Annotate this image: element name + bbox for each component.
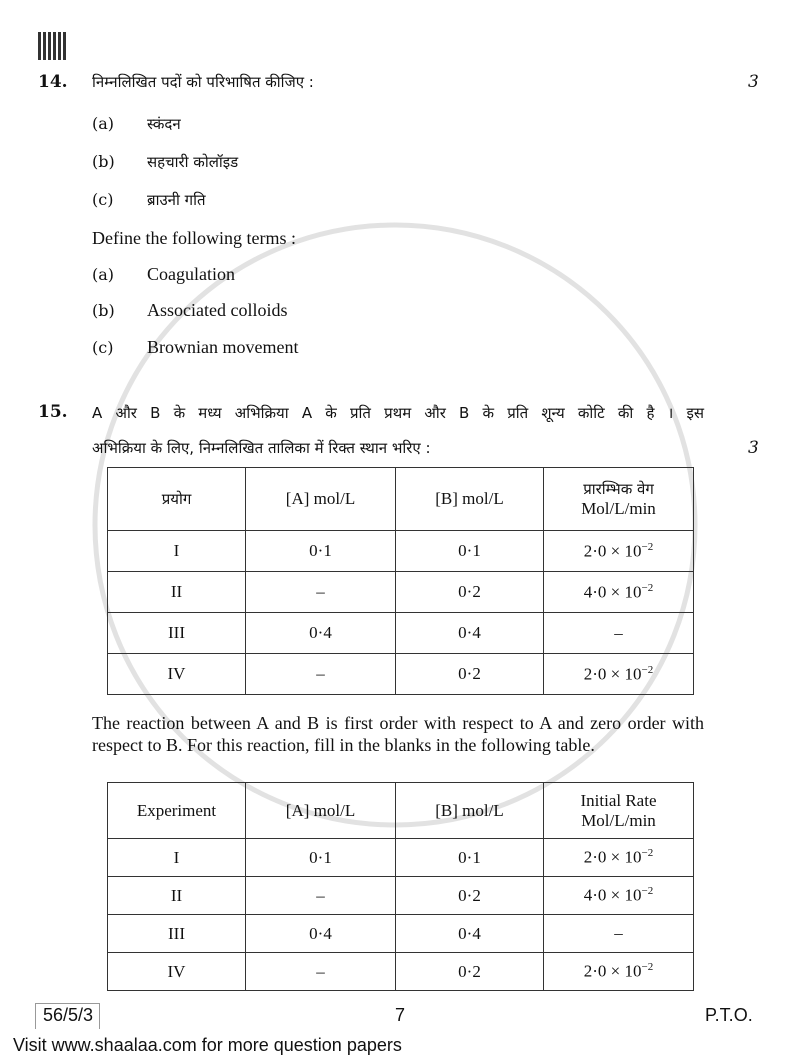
table-cell bbox=[246, 531, 396, 572]
cell-value: – bbox=[614, 923, 623, 943]
marks: 3 bbox=[748, 438, 759, 458]
cell-value: II bbox=[170, 885, 183, 905]
item-text: सहचारी कोलॉइड bbox=[147, 153, 239, 171]
table-cell bbox=[396, 953, 544, 991]
table-row bbox=[108, 953, 694, 991]
item-text: Associated colloids bbox=[147, 300, 288, 320]
cell-value: – bbox=[316, 664, 325, 683]
table-row bbox=[108, 654, 694, 695]
english-data-table bbox=[107, 782, 694, 991]
cell-value: 2·0 × 10 bbox=[583, 541, 642, 561]
table-cell bbox=[246, 915, 396, 953]
exponent: −2 bbox=[641, 663, 654, 676]
table-cell bbox=[396, 531, 544, 572]
table-cell bbox=[108, 839, 246, 877]
cell-value: 0·4 bbox=[309, 923, 332, 943]
table-cell bbox=[544, 953, 694, 991]
cell-value: 0·1 bbox=[309, 541, 332, 560]
table-cell bbox=[396, 877, 544, 915]
table-cell bbox=[544, 654, 694, 695]
table-row bbox=[108, 572, 694, 613]
table-cell bbox=[544, 915, 694, 953]
cell-value: 0·1 bbox=[309, 847, 332, 867]
table-cell bbox=[396, 839, 544, 877]
table-row bbox=[108, 839, 694, 877]
table-cell bbox=[396, 654, 544, 695]
item-label: (a) bbox=[92, 114, 115, 133]
item-label: (c) bbox=[92, 338, 114, 357]
header-cell bbox=[544, 783, 694, 839]
question-number: 15. bbox=[38, 402, 68, 422]
table-row bbox=[108, 613, 694, 654]
table-cell bbox=[108, 613, 246, 654]
table-cell bbox=[246, 613, 396, 654]
exponent: −2 bbox=[641, 961, 654, 974]
item-label: (a) bbox=[92, 265, 115, 284]
cell-value: 0·2 bbox=[458, 582, 481, 601]
cell-value: – bbox=[316, 961, 325, 981]
header-cell: [B] mol/L bbox=[396, 468, 544, 531]
header-line: प्रारम्भिक वेग bbox=[583, 480, 654, 498]
page-number: 7 bbox=[395, 1005, 406, 1025]
cell-value: 2·0 × 10 bbox=[583, 664, 642, 684]
table-cell bbox=[544, 877, 694, 915]
header-cell: [A] mol/L bbox=[246, 783, 396, 839]
cell-value: – bbox=[614, 623, 623, 643]
cell-value: 0·1 bbox=[458, 541, 481, 560]
hindi-data-table bbox=[107, 467, 694, 695]
pto-label: P.T.O. bbox=[705, 1005, 753, 1025]
cell-value: 0·2 bbox=[458, 664, 481, 683]
question-number: 14. bbox=[38, 72, 68, 92]
header-line: Initial Rate bbox=[580, 790, 657, 810]
header-line: Mol/L/min bbox=[581, 499, 656, 518]
table-row bbox=[108, 531, 694, 572]
exponent: −2 bbox=[641, 540, 654, 553]
table-cell bbox=[246, 654, 396, 695]
visit-link[interactable]: Visit www.shaalaa.com for more question papers bbox=[13, 1035, 402, 1055]
header-cell bbox=[544, 468, 694, 531]
exponent: −2 bbox=[641, 885, 654, 898]
cell-value: IV bbox=[167, 961, 186, 981]
item-label: (b) bbox=[92, 152, 115, 171]
question-text-english: The reaction between A and B is first order with respect to A and zero order with respect to B. For this reaction, fill in the blanks in the following table. bbox=[92, 713, 704, 755]
cell-value: 0·4 bbox=[458, 623, 481, 642]
table-cell bbox=[246, 953, 396, 991]
table-cell bbox=[108, 531, 246, 572]
exponent: −2 bbox=[641, 581, 654, 594]
cell-value: 0·2 bbox=[458, 885, 481, 905]
question-text-hindi-line2: अभिक्रिया के लिए, निम्नलिखित तालिका में रिक्त स्थान भरिए : bbox=[92, 439, 431, 457]
item-text: Brownian movement bbox=[147, 337, 299, 357]
table-header-row bbox=[108, 783, 694, 839]
item-text: स्कंदन bbox=[147, 115, 181, 133]
table-cell bbox=[108, 654, 246, 695]
table-cell bbox=[246, 572, 396, 613]
cell-value: II bbox=[170, 582, 183, 601]
table-row bbox=[108, 915, 694, 953]
table-cell bbox=[396, 915, 544, 953]
header-cell: Experiment bbox=[108, 783, 246, 839]
paper-code: 56/5/3 bbox=[43, 1005, 94, 1025]
table-cell bbox=[108, 877, 246, 915]
question-text-hindi-line1: A और B के मध्य अभिक्रिया A के प्रति प्रथम और B के प्रति शून्य कोटि की है । इस bbox=[92, 404, 704, 422]
cell-value: I bbox=[173, 847, 180, 867]
cell-value: 4·0 × 10 bbox=[583, 885, 642, 905]
cell-value: 2·0 × 10 bbox=[583, 847, 642, 867]
item-label: (b) bbox=[92, 301, 115, 320]
cell-value: 0·4 bbox=[309, 623, 332, 642]
item-text: ब्राउनी गति bbox=[147, 191, 206, 209]
exponent: −2 bbox=[641, 847, 654, 860]
table-cell bbox=[544, 531, 694, 572]
cell-value: III bbox=[168, 623, 185, 642]
cell-value: 4·0 × 10 bbox=[583, 582, 642, 602]
table-row bbox=[108, 877, 694, 915]
item-text: Coagulation bbox=[147, 264, 235, 284]
table-cell bbox=[108, 915, 246, 953]
table-cell bbox=[544, 839, 694, 877]
table-cell bbox=[108, 953, 246, 991]
question-prompt-hindi: निम्नलिखित पदों को परिभाषित कीजिए : bbox=[92, 73, 314, 91]
cell-value: 0·2 bbox=[458, 961, 481, 981]
cell-value: IV bbox=[167, 664, 186, 683]
question-prompt-english: Define the following terms : bbox=[92, 228, 296, 248]
header-cell: प्रयोग bbox=[108, 468, 246, 531]
cell-value: – bbox=[316, 885, 325, 905]
table-cell bbox=[544, 572, 694, 613]
table-header-row bbox=[108, 468, 694, 531]
cell-value: – bbox=[316, 582, 325, 601]
cell-value: 0·4 bbox=[458, 923, 481, 943]
table-cell bbox=[246, 839, 396, 877]
cell-value: III bbox=[168, 923, 185, 943]
table-cell bbox=[246, 877, 396, 915]
table-cell bbox=[396, 572, 544, 613]
header-line: Mol/L/min bbox=[581, 810, 656, 830]
table-cell bbox=[108, 572, 246, 613]
header-cell: [B] mol/L bbox=[396, 783, 544, 839]
table-cell bbox=[544, 613, 694, 654]
marks: 3 bbox=[748, 72, 759, 92]
cell-value: I bbox=[173, 541, 180, 560]
item-label: (c) bbox=[92, 190, 114, 209]
cell-value: 0·1 bbox=[458, 847, 481, 867]
table-cell bbox=[396, 613, 544, 654]
header-cell: [A] mol/L bbox=[246, 468, 396, 531]
cell-value: 2·0 × 10 bbox=[583, 961, 642, 981]
